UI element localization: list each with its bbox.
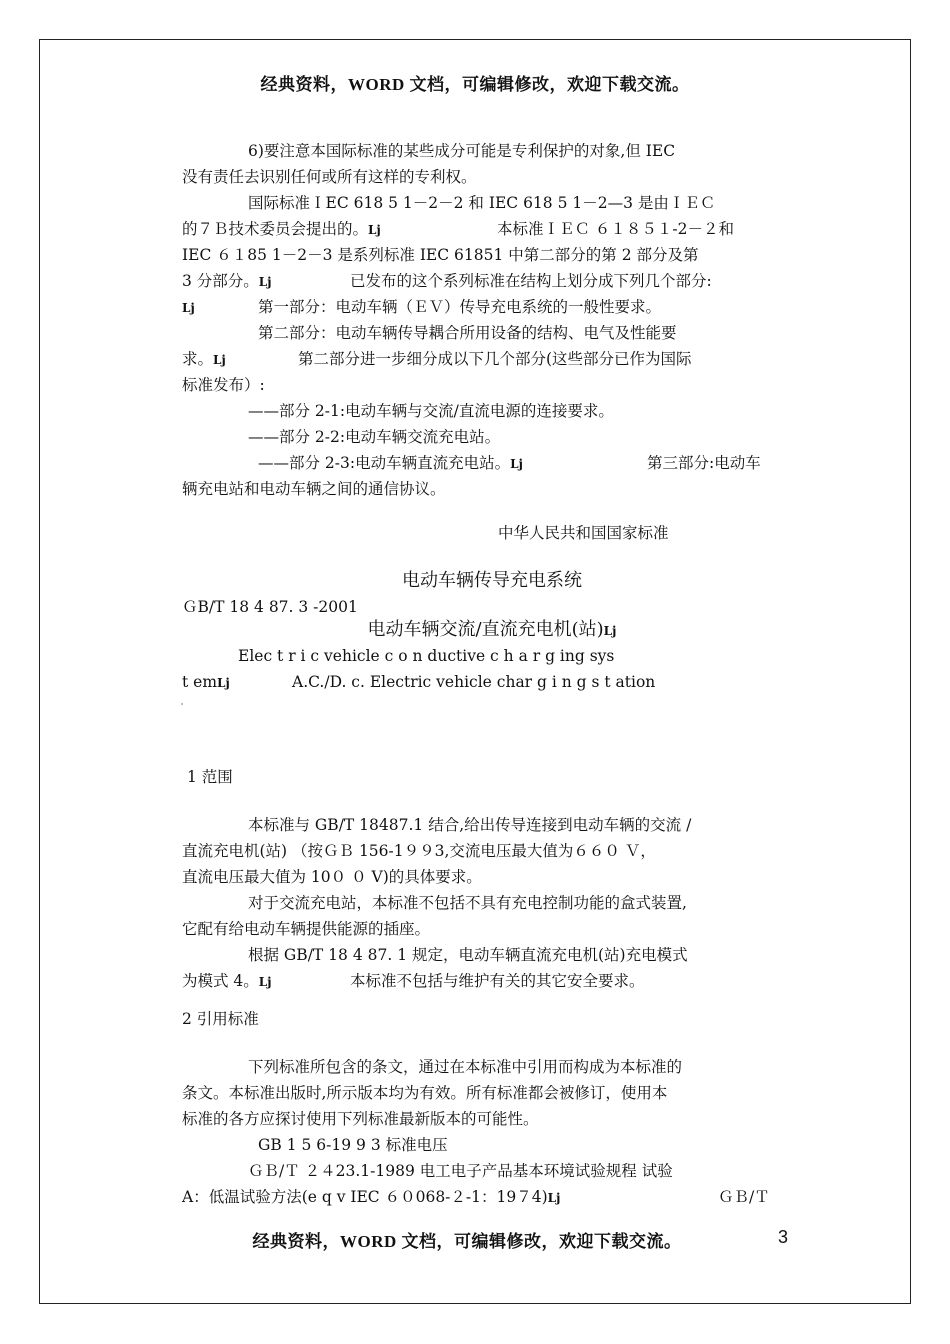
body-line: 本标准与 GB/T 18487.1 结合,给出传导连接到电动车辆的交流 / [248, 816, 692, 834]
body-line: 它配有给电动车辆提供能源的插座。 [182, 920, 431, 938]
doc-glyph: ǈ [258, 275, 272, 289]
english-title-line: Elec t r i c vehicle c o n ductive c h a r g ing sys [238, 647, 615, 665]
intro-line: 6)要注意本国际标准的某些成分可能是专利保护的对象,但 IEC [248, 142, 676, 160]
intro-text: 的７Ｂ技术委员会提出的。 [182, 220, 369, 238]
reference-line [182, 1184, 560, 1211]
intro-line: ——部分 2-2:电动车辆交流充电站。 [248, 428, 501, 446]
intro-line: 第三部分:电动车 [647, 454, 761, 472]
english-text: t em [182, 673, 218, 691]
body-text: 为模式 4。 [182, 972, 259, 990]
subtitle-text: 电动车辆交流/直流充电机(站) [367, 619, 604, 640]
stray-mark [181, 703, 183, 705]
intro-line: IEC ６１85 1－2－3 是系列标准 IEC 61851 中第二部分的第 2 部分及第 [182, 246, 699, 264]
intro-line: 标准发布）: [182, 376, 265, 394]
intro-line: 本标准ＩＥＣ ６１８５１-2－２和 [497, 220, 735, 238]
intro-line [182, 216, 381, 243]
body-line: 标准的各方应探讨使用下列标准最新版本的可能性。 [182, 1110, 539, 1128]
intro-text: 求。 [182, 350, 214, 368]
body-line: 下列标准所包含的条文，通过在本标准中引用而构成为本标准的 [248, 1058, 683, 1076]
body-line: 条文。本标准出版时,所示版本均为有效。所有标准都会被修订，使用本 [182, 1084, 668, 1102]
section-heading: 2 引用标准 [182, 1010, 259, 1028]
doc-glyph: ǈ [510, 457, 523, 471]
doc-glyph: ǈ [547, 1191, 561, 1205]
intro-line: 辆充电站和电动车辆之间的通信协议。 [182, 480, 446, 498]
intro-text: ——部分 2-3:电动车辆直流充电站。 [258, 454, 511, 472]
reference-line: GB 1 5 6-19 9 3 标准电压 [258, 1136, 448, 1154]
body-line [182, 968, 272, 995]
body-line: 根据 GB/T 18 4 87. 1 规定，电动车辆直流充电机(站)充电模式 [248, 946, 688, 964]
standard-code: ＧB/T 18 4 87. 3 -2001 [182, 598, 358, 616]
reference-text: A：低温试验方法(e q v IEC ６０068-２-1：19７4) [182, 1188, 548, 1206]
intro-line: 已发布的这个系列标准在结构上划分成下列几个部分: [350, 272, 712, 290]
intro-line: ——部分 2-1:电动车辆与交流/直流电源的连接要求。 [248, 402, 614, 420]
standard-title: 电动车辆传导充电系统 [402, 570, 582, 591]
body-line: 本标准不包括与维护有关的其它安全要求。 [350, 972, 645, 990]
doc-glyph: ǈ [258, 975, 272, 989]
intro-line [182, 346, 226, 373]
intro-line [182, 294, 195, 321]
standard-subtitle [182, 617, 802, 644]
reference-line: ＧＢ/Ｔ ２４23.1-1989 电工电子产品基本环境试验规程 试验 [248, 1162, 673, 1180]
doc-glyph: ǈ [182, 301, 195, 315]
intro-line [182, 268, 272, 295]
intro-text: 3 分部分。 [182, 272, 259, 290]
standard-issuer: 中华人民共和国国家标准 [498, 524, 669, 542]
intro-line: 第一部分：电动车辆（ＥＶ）传导充电系统的一般性要求。 [258, 298, 662, 316]
header-banner: 经典资料，WORD 文档，可编辑修改，欢迎下载交流。 [260, 75, 690, 94]
body-line: 直流电压最大值为 10０ ０ V)的具体要求。 [182, 868, 482, 886]
intro-line: 第二部分进一步细分成以下几个部分(这些部分已作为国际 [298, 350, 692, 368]
doc-glyph: ǈ [368, 223, 381, 237]
doc-glyph: ǈ [217, 676, 230, 690]
intro-line: 第二部分：电动车辆传导耦合所用设备的结构、电气及性能要 [258, 324, 677, 342]
intro-line [258, 450, 523, 477]
english-title-line [182, 669, 230, 696]
section-heading: 1 范围 [187, 768, 233, 786]
doc-glyph: ǈ [603, 624, 617, 638]
doc-glyph: ǈ [213, 353, 226, 367]
page-number: 3 [778, 1227, 789, 1247]
reference-line: ＧＢ/Ｔ [718, 1188, 770, 1206]
body-line: 直流充电机(站) （按ＧＢ 156-1９９3,交流电压最大值为６６０ Ｖ， [182, 842, 656, 860]
english-title-line: A.C./D. c. Electric vehicle char g i n g s t ation [292, 673, 656, 691]
footer-banner: 经典资料，WORD 文档，可编辑修改，欢迎下载交流。 [252, 1232, 682, 1251]
intro-line: 国际标准ＩEC 618 5 1－2－2 和 IEC 618 5 1－2—3 是由ＩＥＣ [248, 194, 716, 212]
body-line: 对于交流充电站，本标准不包括不具有充电控制功能的盒式装置, [248, 894, 687, 912]
intro-line: 没有责任去识别任何或所有这样的专利权。 [182, 168, 477, 186]
